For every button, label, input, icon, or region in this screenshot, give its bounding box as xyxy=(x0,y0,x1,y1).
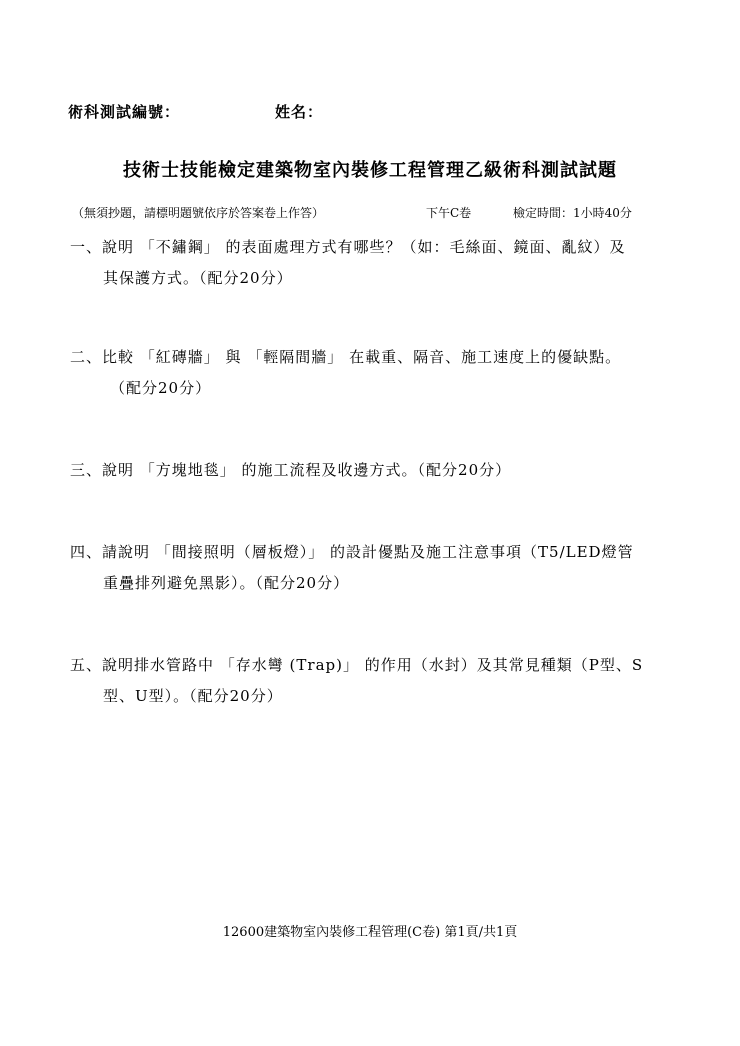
question-text: 五、說明排水管路中 「存水彎 (Trap)」 的作用（水封）及其常見種類（P型、S xyxy=(70,656,644,674)
name-label: 姓名： xyxy=(275,103,324,121)
exam-header xyxy=(68,101,324,122)
exam-meta xyxy=(72,204,632,221)
page-footer: 12600建築物室內裝修工程管理(C卷) 第1頁/共1頁 xyxy=(222,925,518,940)
question-text: 四、請說明 「間接照明（層板燈）」 的設計優點及施工注意事項（T5/LED燈管 xyxy=(70,543,634,561)
exam-title: 技術士技能檢定建築物室內裝修工程管理乙級術科測試試題 xyxy=(123,160,617,181)
question-text-continued: 重疊排列避免黑影）。（配分20分） xyxy=(103,574,350,592)
paper-label: 下午C卷 xyxy=(426,206,472,220)
question-text: 一、說明 「不鏽鋼」 的表面處理方式有哪些？（如：毛絲面、鏡面、亂紋）及 xyxy=(70,238,626,256)
question-text: 二、比較 「紅磚牆」 與 「輕隔間牆」 在載重、隔音、施工速度上的優缺點。 xyxy=(70,348,622,366)
question-text-continued: 型、U型）。（配分20分） xyxy=(103,687,283,705)
question-4 xyxy=(70,537,680,599)
question-3 xyxy=(70,455,680,486)
instruction-text: （無須抄題，請標明題號依序於答案卷上作答） xyxy=(72,206,325,220)
question-5 xyxy=(70,650,680,712)
question-text-continued: （配分20分） xyxy=(110,379,212,397)
exam-id-label: 術科測試編號： xyxy=(68,103,181,121)
question-2 xyxy=(70,342,680,404)
question-1 xyxy=(70,232,680,294)
question-text-continued: 其保護方式。（配分20分） xyxy=(103,269,293,287)
exam-time: 檢定時間：1小時40分 xyxy=(513,206,632,220)
question-text: 三、說明 「方塊地毯」 的施工流程及收邊方式。（配分20分） xyxy=(70,461,512,479)
